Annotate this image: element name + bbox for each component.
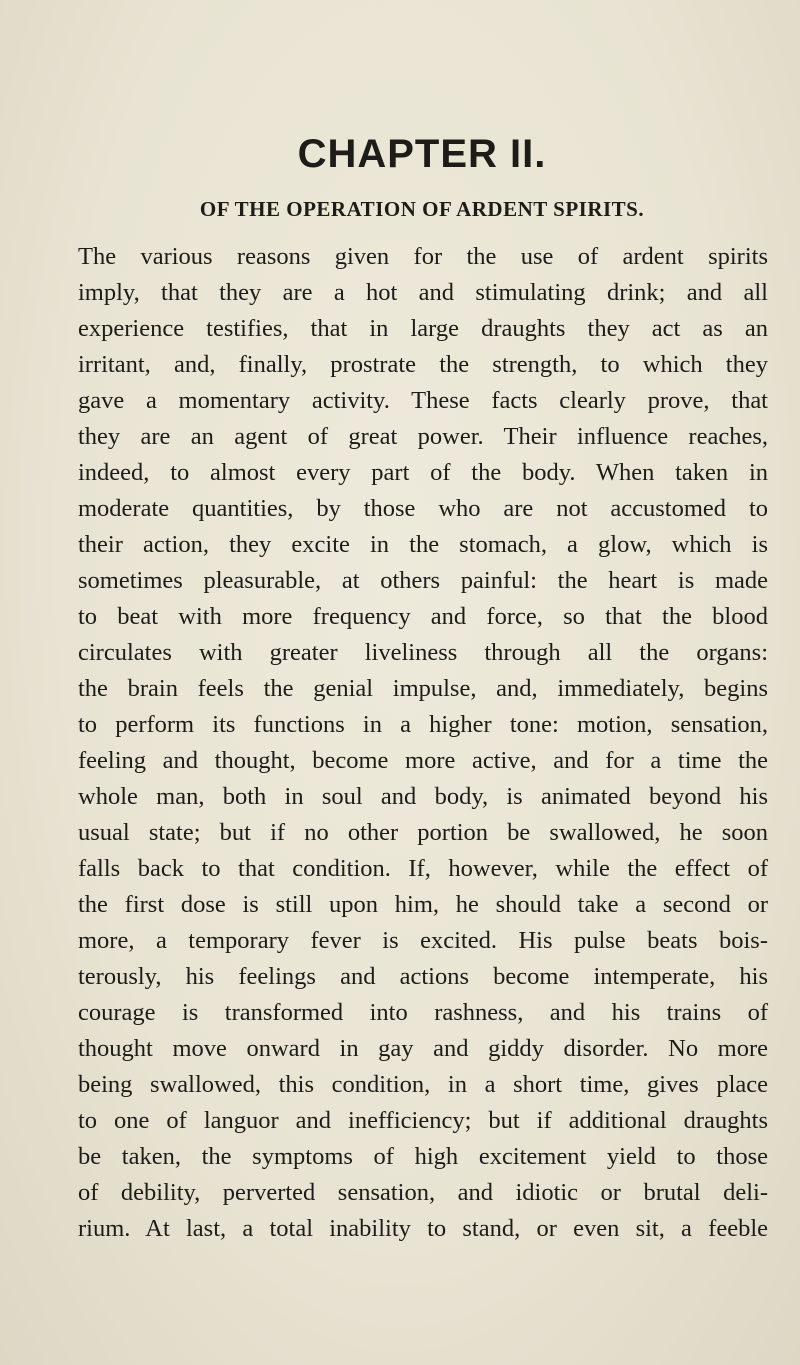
text-line: thought move onward in gay and giddy disorder. No more <box>78 1035 768 1062</box>
text-line: the brain feels the genial impulse, and, immediately, begins <box>78 675 768 702</box>
text-line: The various reasons given for the use of ardent spirits <box>78 243 768 270</box>
text-line: circulates with greater liveliness through all the organs: <box>78 639 768 666</box>
body-paragraph <box>78 239 768 1247</box>
text-line: gave a momentary activity. These facts clearly prove, that <box>78 387 768 414</box>
chapter-title: CHAPTER II. <box>297 132 547 176</box>
text-line: indeed, to almost every part of the body. When taken in <box>78 459 768 486</box>
text-line: the first dose is still upon him, he should take a second or <box>78 891 768 918</box>
text-line: moderate quantities, by those who are not accustomed to <box>78 495 768 522</box>
text-line: to one of languor and inefficiency; but if additional draughts <box>78 1107 768 1134</box>
text-line: usual state; but if no other portion be swallowed, he soon <box>78 819 768 846</box>
text-line: experience testifies, that in large draughts they act as an <box>78 315 768 342</box>
chapter-subtitle: OF THE OPERATION OF ARDENT SPIRITS. <box>199 197 645 221</box>
text-line: be taken, the symptoms of high excitement yield to those <box>78 1143 768 1170</box>
text-line: falls back to that condition. If, however, while the effect of <box>78 855 768 882</box>
text-line: whole man, both in soul and body, is animated beyond his <box>78 783 768 810</box>
text-line: their action, they excite in the stomach, a glow, which is <box>78 531 768 558</box>
text-line: terously, his feelings and actions become intemperate, his <box>78 963 768 990</box>
text-line: rium. At last, a total inability to stand, or even sit, a feeble <box>78 1215 768 1242</box>
text-line: being swallowed, this condition, in a short time, gives place <box>78 1071 768 1098</box>
text-line: of debility, perverted sensation, and idiotic or brutal deli- <box>78 1179 768 1206</box>
text-line: sometimes pleasurable, at others painful: the heart is made <box>78 567 768 594</box>
text-line: more, a temporary fever is excited. His pulse beats bois- <box>78 927 768 954</box>
text-line: imply, that they are a hot and stimulating drink; and all <box>78 279 768 306</box>
text-line: irritant, and, finally, prostrate the strength, to which they <box>78 351 768 378</box>
text-line: they are an agent of great power. Their influence reaches, <box>78 423 768 450</box>
text-line: courage is transformed into rashness, and his trains of <box>78 999 768 1026</box>
text-line: to perform its functions in a higher tone: motion, sensation, <box>78 711 768 738</box>
text-line: feeling and thought, become more active, and for a time the <box>78 747 768 774</box>
text-line: to beat with more frequency and force, so that the blood <box>78 603 768 630</box>
